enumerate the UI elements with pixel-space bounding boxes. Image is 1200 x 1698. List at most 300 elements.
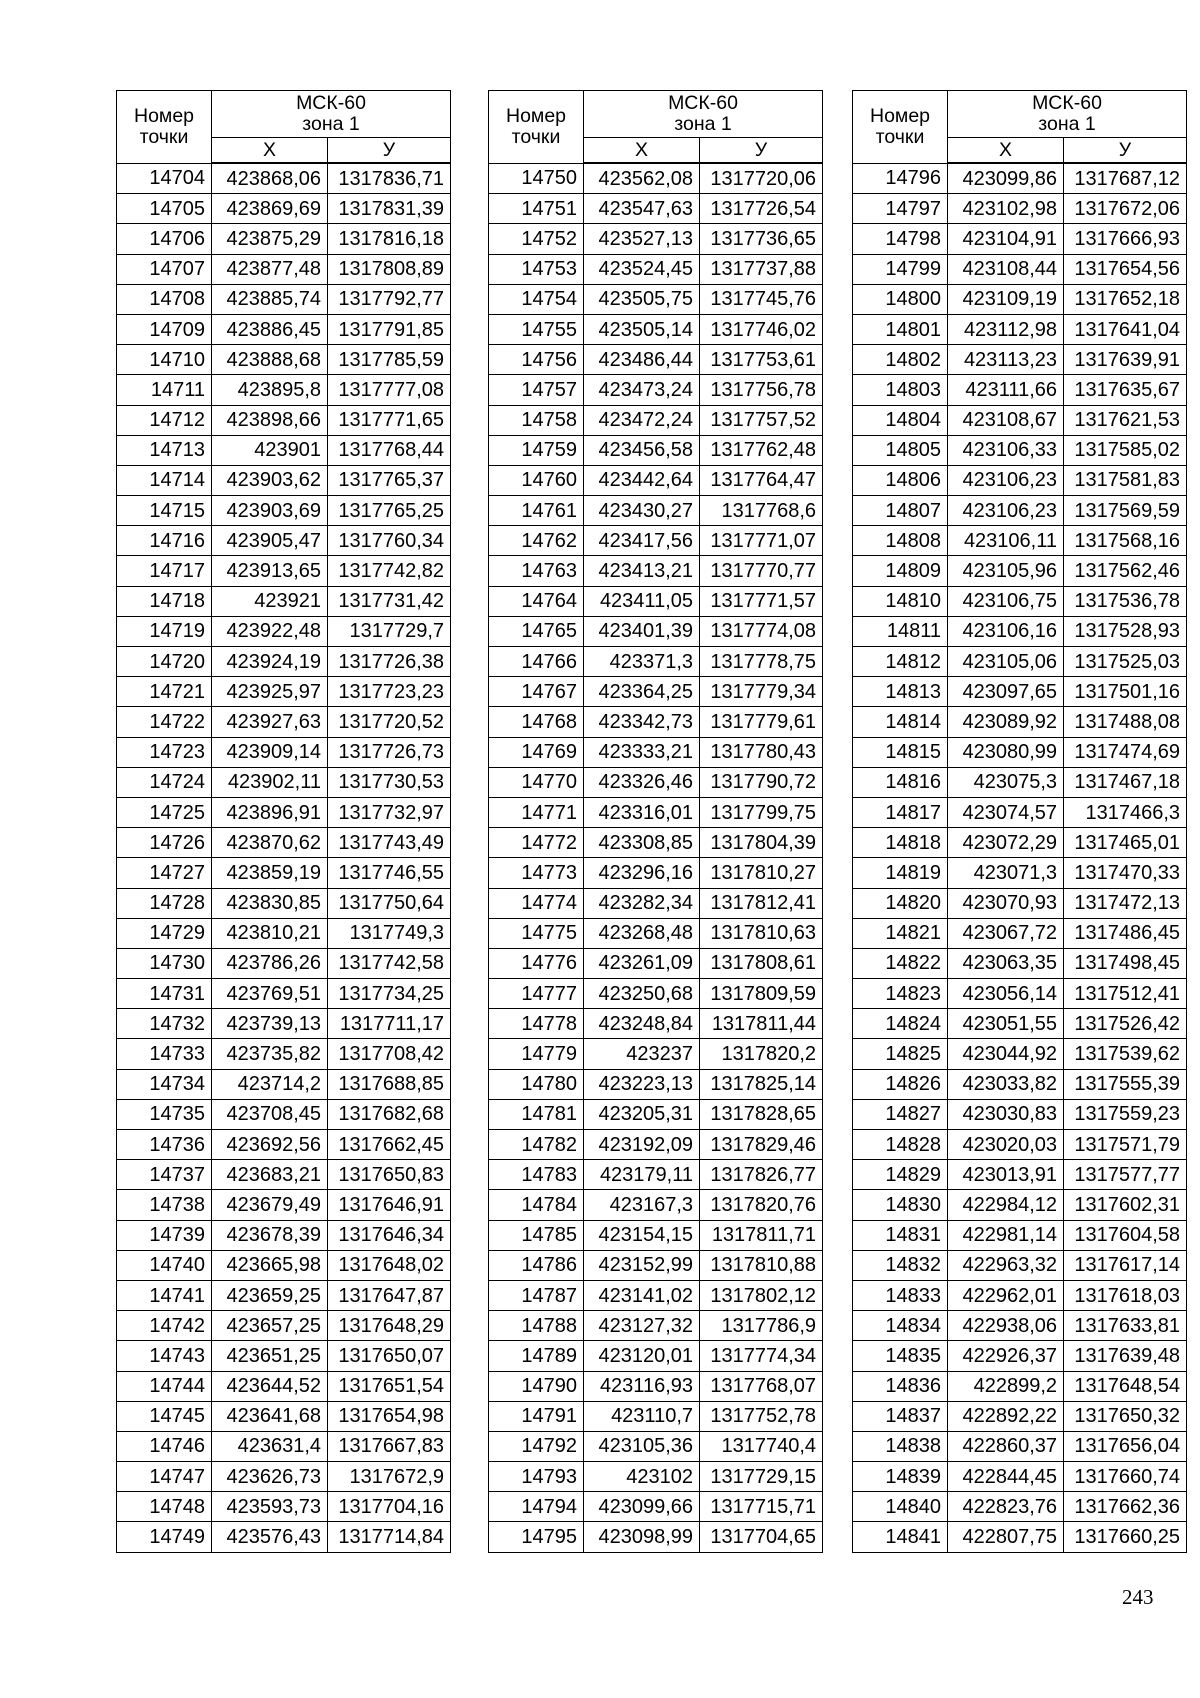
header-number-label: Номер — [133, 104, 195, 127]
y-coordinate-cell: 1317829,46 — [700, 1130, 823, 1160]
x-column-header: X — [584, 138, 700, 164]
table-row — [117, 465, 451, 495]
y-coordinate-cell: 1317779,34 — [700, 677, 823, 707]
point-number-cell: 14804 — [853, 405, 948, 435]
table-body — [117, 163, 451, 1552]
x-coordinate-cell: 423810,21 — [212, 918, 328, 948]
point-number-cell: 14839 — [853, 1462, 948, 1492]
y-coordinate-cell: 1317752,78 — [700, 1401, 823, 1431]
point-number-cell: 14814 — [853, 707, 948, 737]
x-coordinate-cell: 423113,23 — [948, 345, 1064, 375]
x-coordinate-cell: 423020,03 — [948, 1130, 1064, 1160]
coordinate-table-1 — [116, 90, 451, 1553]
y-coordinate-cell: 1317771,07 — [700, 526, 823, 556]
point-number-cell: 14808 — [853, 526, 948, 556]
point-number-cell: 14761 — [489, 496, 584, 526]
point-number-cell: 14811 — [853, 616, 948, 646]
header-point-label: точки — [511, 125, 561, 148]
y-coordinate-cell: 1317633,81 — [1064, 1311, 1187, 1341]
point-number-cell: 14829 — [853, 1160, 948, 1190]
x-coordinate-cell: 423905,47 — [212, 526, 328, 556]
x-coordinate-cell: 423875,29 — [212, 224, 328, 254]
point-number-cell: 14805 — [853, 435, 948, 465]
table-body — [853, 163, 1187, 1552]
y-coordinate-cell: 1317808,89 — [328, 254, 451, 284]
point-number-cell: 14775 — [489, 918, 584, 948]
table-row — [117, 616, 451, 646]
point-number-cell: 14813 — [853, 677, 948, 707]
y-coordinate-cell: 1317729,15 — [700, 1462, 823, 1492]
point-number-cell: 14792 — [489, 1431, 584, 1461]
table-row — [489, 163, 823, 194]
x-coordinate-cell: 423576,43 — [212, 1522, 328, 1552]
table-row — [489, 375, 823, 405]
x-coordinate-cell: 423708,45 — [212, 1099, 328, 1129]
x-coordinate-cell: 423063,35 — [948, 948, 1064, 978]
y-coordinate-cell: 1317648,29 — [328, 1311, 451, 1341]
table-row — [853, 616, 1187, 646]
y-coordinate-cell: 1317764,47 — [700, 465, 823, 495]
table-row — [117, 1492, 451, 1522]
table-row — [853, 1069, 1187, 1099]
x-coordinate-cell: 423108,67 — [948, 405, 1064, 435]
y-coordinate-cell: 1317770,77 — [700, 556, 823, 586]
table-row — [853, 1371, 1187, 1401]
table-row — [853, 1431, 1187, 1461]
x-coordinate-cell: 423644,52 — [212, 1371, 328, 1401]
table-row — [117, 1039, 451, 1069]
point-number-cell: 14816 — [853, 767, 948, 797]
table-row — [853, 345, 1187, 375]
x-coordinate-cell: 423924,19 — [212, 647, 328, 677]
table-row — [489, 1401, 823, 1431]
x-coordinate-cell: 423527,13 — [584, 224, 700, 254]
x-coordinate-cell: 423342,73 — [584, 707, 700, 737]
y-coordinate-cell: 1317799,75 — [700, 797, 823, 827]
y-coordinate-cell: 1317820,76 — [700, 1190, 823, 1220]
point-number-cell: 14737 — [117, 1160, 212, 1190]
table-row — [853, 918, 1187, 948]
y-coordinate-cell: 1317731,42 — [328, 586, 451, 616]
x-coordinate-cell: 423154,15 — [584, 1220, 700, 1250]
x-coordinate-cell: 423105,06 — [948, 647, 1064, 677]
table-row — [489, 948, 823, 978]
table-row — [117, 1009, 451, 1039]
y-coordinate-cell: 1317777,08 — [328, 375, 451, 405]
y-coordinate-cell: 1317687,12 — [1064, 163, 1187, 194]
x-coordinate-cell: 423922,48 — [212, 616, 328, 646]
table-row — [489, 1280, 823, 1310]
y-coordinate-cell: 1317811,71 — [700, 1220, 823, 1250]
point-number-cell: 14802 — [853, 345, 948, 375]
y-coordinate-cell: 1317780,43 — [700, 737, 823, 767]
table-row — [489, 1160, 823, 1190]
table-row — [853, 1522, 1187, 1552]
y-coordinate-cell: 1317771,57 — [700, 586, 823, 616]
x-coordinate-cell: 423205,31 — [584, 1099, 700, 1129]
table-row — [489, 435, 823, 465]
x-coordinate-cell: 423631,4 — [212, 1431, 328, 1461]
y-coordinate-cell: 1317667,83 — [328, 1431, 451, 1461]
x-coordinate-cell: 423473,24 — [584, 375, 700, 405]
x-coordinate-cell: 422938,06 — [948, 1311, 1064, 1341]
y-coordinate-cell: 1317488,08 — [1064, 707, 1187, 737]
point-number-cell: 14755 — [489, 314, 584, 344]
point-number-cell: 14820 — [853, 888, 948, 918]
point-number-cell: 14826 — [853, 1069, 948, 1099]
coordinate-system-label: МСК-60 — [668, 92, 738, 114]
point-number-cell: 14757 — [489, 375, 584, 405]
point-number-header — [117, 91, 212, 164]
x-coordinate-cell: 423909,14 — [212, 737, 328, 767]
point-number-cell: 14781 — [489, 1099, 584, 1129]
table-row — [489, 1371, 823, 1401]
table-row — [489, 405, 823, 435]
point-number-cell: 14784 — [489, 1190, 584, 1220]
table-row — [853, 677, 1187, 707]
table-row — [117, 1130, 451, 1160]
table-row — [489, 767, 823, 797]
table-row — [853, 254, 1187, 284]
table-row — [489, 586, 823, 616]
x-coordinate-cell: 423250,68 — [584, 979, 700, 1009]
point-number-cell: 14799 — [853, 254, 948, 284]
point-number-cell: 14758 — [489, 405, 584, 435]
y-coordinate-cell: 1317470,33 — [1064, 858, 1187, 888]
point-number-cell: 14735 — [117, 1099, 212, 1129]
y-coordinate-cell: 1317539,62 — [1064, 1039, 1187, 1069]
y-coordinate-cell: 1317577,77 — [1064, 1160, 1187, 1190]
x-coordinate-cell: 423167,3 — [584, 1190, 700, 1220]
y-coordinate-cell: 1317720,06 — [700, 163, 823, 194]
x-coordinate-cell: 423326,46 — [584, 767, 700, 797]
y-coordinate-cell: 1317486,45 — [1064, 918, 1187, 948]
table-row — [853, 465, 1187, 495]
y-coordinate-cell: 1317729,7 — [328, 616, 451, 646]
x-coordinate-cell: 423505,14 — [584, 314, 700, 344]
y-coordinate-cell: 1317635,67 — [1064, 375, 1187, 405]
table-row — [853, 767, 1187, 797]
point-number-cell: 14745 — [117, 1401, 212, 1431]
point-number-cell: 14777 — [489, 979, 584, 1009]
point-number-cell: 14828 — [853, 1130, 948, 1160]
point-number-cell: 14704 — [117, 163, 212, 194]
x-coordinate-cell: 423223,13 — [584, 1069, 700, 1099]
y-coordinate-cell: 1317568,16 — [1064, 526, 1187, 556]
point-number-cell: 14714 — [117, 465, 212, 495]
point-number-cell: 14790 — [489, 1371, 584, 1401]
point-number-cell: 14772 — [489, 828, 584, 858]
table-row — [853, 828, 1187, 858]
point-number-cell: 14732 — [117, 1009, 212, 1039]
table-row — [117, 1311, 451, 1341]
y-coordinate-cell: 1317757,52 — [700, 405, 823, 435]
x-coordinate-cell: 423593,73 — [212, 1492, 328, 1522]
y-coordinate-cell: 1317768,07 — [700, 1371, 823, 1401]
y-coordinate-cell: 1317836,71 — [328, 163, 451, 194]
table-row — [489, 858, 823, 888]
point-number-cell: 14840 — [853, 1492, 948, 1522]
x-column-header: X — [948, 138, 1064, 164]
point-number-cell: 14749 — [117, 1522, 212, 1552]
y-coordinate-cell: 1317569,59 — [1064, 496, 1187, 526]
x-coordinate-cell: 423075,3 — [948, 767, 1064, 797]
point-number-cell: 14729 — [117, 918, 212, 948]
table-row — [489, 345, 823, 375]
y-coordinate-cell: 1317726,54 — [700, 194, 823, 224]
y-coordinate-cell: 1317802,12 — [700, 1280, 823, 1310]
x-column-header: X — [212, 138, 328, 164]
table-row — [117, 1220, 451, 1250]
table-row — [117, 767, 451, 797]
y-coordinate-cell: 1317498,45 — [1064, 948, 1187, 978]
table-row — [853, 707, 1187, 737]
x-coordinate-cell: 422823,76 — [948, 1492, 1064, 1522]
table-row — [489, 224, 823, 254]
x-coordinate-cell: 423056,14 — [948, 979, 1064, 1009]
x-coordinate-cell: 423830,85 — [212, 888, 328, 918]
table-row — [853, 858, 1187, 888]
table-row — [853, 1009, 1187, 1039]
point-number-cell: 14706 — [117, 224, 212, 254]
point-number-cell: 14731 — [117, 979, 212, 1009]
y-coordinate-cell: 1317749,3 — [328, 918, 451, 948]
y-coordinate-cell: 1317785,59 — [328, 345, 451, 375]
y-coordinate-cell: 1317779,61 — [700, 707, 823, 737]
point-number-cell: 14778 — [489, 1009, 584, 1039]
y-coordinate-cell: 1317528,93 — [1064, 616, 1187, 646]
y-coordinate-cell: 1317778,75 — [700, 647, 823, 677]
point-number-cell: 14748 — [117, 1492, 212, 1522]
y-coordinate-cell: 1317467,18 — [1064, 767, 1187, 797]
table-row — [117, 979, 451, 1009]
y-coordinate-cell: 1317571,79 — [1064, 1130, 1187, 1160]
y-column-header: У — [700, 138, 823, 164]
point-number-cell: 14767 — [489, 677, 584, 707]
table-row — [853, 737, 1187, 767]
y-coordinate-cell: 1317812,41 — [700, 888, 823, 918]
table-row — [489, 918, 823, 948]
point-number-cell: 14815 — [853, 737, 948, 767]
point-number-cell: 14750 — [489, 163, 584, 194]
x-coordinate-cell: 423080,99 — [948, 737, 1064, 767]
point-number-cell: 14837 — [853, 1401, 948, 1431]
y-coordinate-cell: 1317792,77 — [328, 284, 451, 314]
x-coordinate-cell: 423903,69 — [212, 496, 328, 526]
table-row — [489, 465, 823, 495]
table-row — [489, 1130, 823, 1160]
x-coordinate-cell: 423626,73 — [212, 1462, 328, 1492]
point-number-cell: 14765 — [489, 616, 584, 646]
table-row — [117, 284, 451, 314]
point-number-cell: 14841 — [853, 1522, 948, 1552]
y-coordinate-cell: 1317585,02 — [1064, 435, 1187, 465]
x-coordinate-cell: 423089,92 — [948, 707, 1064, 737]
table-row — [117, 224, 451, 254]
point-number-cell: 14736 — [117, 1130, 212, 1160]
point-number-cell: 14762 — [489, 526, 584, 556]
coordinate-system-header — [948, 91, 1187, 138]
table-row — [117, 405, 451, 435]
x-coordinate-cell: 423927,63 — [212, 707, 328, 737]
coordinate-table-3 — [852, 90, 1187, 1553]
x-coordinate-cell: 423106,11 — [948, 526, 1064, 556]
point-number-cell: 14709 — [117, 314, 212, 344]
table-row — [853, 888, 1187, 918]
x-coordinate-cell: 423099,66 — [584, 1492, 700, 1522]
y-coordinate-cell: 1317639,48 — [1064, 1341, 1187, 1371]
y-coordinate-cell: 1317639,91 — [1064, 345, 1187, 375]
x-coordinate-cell: 423472,24 — [584, 405, 700, 435]
point-number-cell: 14838 — [853, 1431, 948, 1461]
x-coordinate-cell: 423102 — [584, 1462, 700, 1492]
table-row — [489, 284, 823, 314]
table-row — [117, 1250, 451, 1280]
x-coordinate-cell: 423268,48 — [584, 918, 700, 948]
table-row — [489, 496, 823, 526]
point-number-cell: 14725 — [117, 797, 212, 827]
x-coordinate-cell: 423641,68 — [212, 1401, 328, 1431]
table-row — [853, 1280, 1187, 1310]
table-row — [117, 918, 451, 948]
table-row — [117, 163, 451, 194]
table-row — [489, 1099, 823, 1129]
x-coordinate-cell: 423070,93 — [948, 888, 1064, 918]
table-row — [117, 707, 451, 737]
point-number-cell: 14705 — [117, 194, 212, 224]
y-coordinate-cell: 1317617,14 — [1064, 1250, 1187, 1280]
table-row — [117, 1280, 451, 1310]
table-row — [117, 1522, 451, 1552]
y-coordinate-cell: 1317536,78 — [1064, 586, 1187, 616]
point-number-cell: 14779 — [489, 1039, 584, 1069]
y-coordinate-cell: 1317730,53 — [328, 767, 451, 797]
y-coordinate-cell: 1317826,77 — [700, 1160, 823, 1190]
x-coordinate-cell: 423106,23 — [948, 496, 1064, 526]
x-coordinate-cell: 423769,51 — [212, 979, 328, 1009]
x-coordinate-cell: 422899,2 — [948, 1371, 1064, 1401]
point-number-cell: 14782 — [489, 1130, 584, 1160]
y-coordinate-cell: 1317768,6 — [700, 496, 823, 526]
x-coordinate-cell: 423097,65 — [948, 677, 1064, 707]
table-row — [853, 948, 1187, 978]
point-number-cell: 14801 — [853, 314, 948, 344]
y-coordinate-cell: 1317472,13 — [1064, 888, 1187, 918]
y-coordinate-cell: 1317734,25 — [328, 979, 451, 1009]
x-coordinate-cell: 423902,11 — [212, 767, 328, 797]
y-coordinate-cell: 1317726,73 — [328, 737, 451, 767]
point-number-cell: 14795 — [489, 1522, 584, 1552]
y-coordinate-cell: 1317774,08 — [700, 616, 823, 646]
x-coordinate-cell: 423099,86 — [948, 163, 1064, 194]
table-row — [489, 1462, 823, 1492]
y-coordinate-cell: 1317474,69 — [1064, 737, 1187, 767]
table-row — [489, 314, 823, 344]
table-row — [853, 405, 1187, 435]
x-coordinate-cell: 423282,34 — [584, 888, 700, 918]
x-coordinate-cell: 423679,49 — [212, 1190, 328, 1220]
y-coordinate-cell: 1317825,14 — [700, 1069, 823, 1099]
x-coordinate-cell: 423237 — [584, 1039, 700, 1069]
table-row — [489, 1220, 823, 1250]
table-row — [853, 526, 1187, 556]
table-row — [117, 948, 451, 978]
point-number-cell: 14744 — [117, 1371, 212, 1401]
x-coordinate-cell: 423898,66 — [212, 405, 328, 435]
point-number-cell: 14797 — [853, 194, 948, 224]
x-coordinate-cell: 423859,19 — [212, 858, 328, 888]
y-coordinate-cell: 1317786,9 — [700, 1311, 823, 1341]
y-coordinate-cell: 1317762,48 — [700, 435, 823, 465]
x-coordinate-cell: 422981,14 — [948, 1220, 1064, 1250]
point-number-cell: 14754 — [489, 284, 584, 314]
y-coordinate-cell: 1317656,04 — [1064, 1431, 1187, 1461]
x-coordinate-cell: 423116,93 — [584, 1371, 700, 1401]
y-coordinate-cell: 1317745,76 — [700, 284, 823, 314]
table-row — [853, 163, 1187, 194]
x-coordinate-cell: 423665,98 — [212, 1250, 328, 1280]
point-number-cell: 14785 — [489, 1220, 584, 1250]
point-number-cell: 14721 — [117, 677, 212, 707]
y-coordinate-cell: 1317753,61 — [700, 345, 823, 375]
point-number-cell: 14830 — [853, 1190, 948, 1220]
y-coordinate-cell: 1317581,83 — [1064, 465, 1187, 495]
x-coordinate-cell: 423261,09 — [584, 948, 700, 978]
x-coordinate-cell: 423067,72 — [948, 918, 1064, 948]
y-coordinate-cell: 1317711,17 — [328, 1009, 451, 1039]
x-coordinate-cell: 423106,33 — [948, 435, 1064, 465]
point-number-cell: 14726 — [117, 828, 212, 858]
point-number-cell: 14727 — [117, 858, 212, 888]
table-row — [117, 828, 451, 858]
point-number-cell: 14733 — [117, 1039, 212, 1069]
table-row — [489, 194, 823, 224]
table-row — [117, 496, 451, 526]
x-coordinate-cell: 423903,62 — [212, 465, 328, 495]
y-coordinate-cell: 1317650,07 — [328, 1341, 451, 1371]
table-row — [117, 888, 451, 918]
table-row — [489, 1341, 823, 1371]
y-coordinate-cell: 1317704,16 — [328, 1492, 451, 1522]
point-number-cell: 14836 — [853, 1371, 948, 1401]
x-coordinate-cell: 423885,74 — [212, 284, 328, 314]
x-coordinate-cell: 422984,12 — [948, 1190, 1064, 1220]
table-row — [489, 1311, 823, 1341]
point-number-cell: 14730 — [117, 948, 212, 978]
point-number-cell: 14834 — [853, 1311, 948, 1341]
table-row — [853, 1190, 1187, 1220]
table-row — [853, 375, 1187, 405]
table-row — [117, 435, 451, 465]
y-coordinate-cell: 1317704,65 — [700, 1522, 823, 1552]
point-number-cell: 14719 — [117, 616, 212, 646]
table-row — [117, 1462, 451, 1492]
point-number-cell: 14724 — [117, 767, 212, 797]
point-number-cell: 14769 — [489, 737, 584, 767]
y-coordinate-cell: 1317654,56 — [1064, 254, 1187, 284]
point-number-cell: 14711 — [117, 375, 212, 405]
y-coordinate-cell: 1317791,85 — [328, 314, 451, 344]
point-number-cell: 14771 — [489, 797, 584, 827]
x-coordinate-cell: 423248,84 — [584, 1009, 700, 1039]
x-coordinate-cell: 423074,57 — [948, 797, 1064, 827]
point-number-cell: 14723 — [117, 737, 212, 767]
table-row — [853, 1039, 1187, 1069]
point-number-cell: 14783 — [489, 1160, 584, 1190]
y-coordinate-cell: 1317743,49 — [328, 828, 451, 858]
table-row — [853, 284, 1187, 314]
table-row — [489, 1431, 823, 1461]
